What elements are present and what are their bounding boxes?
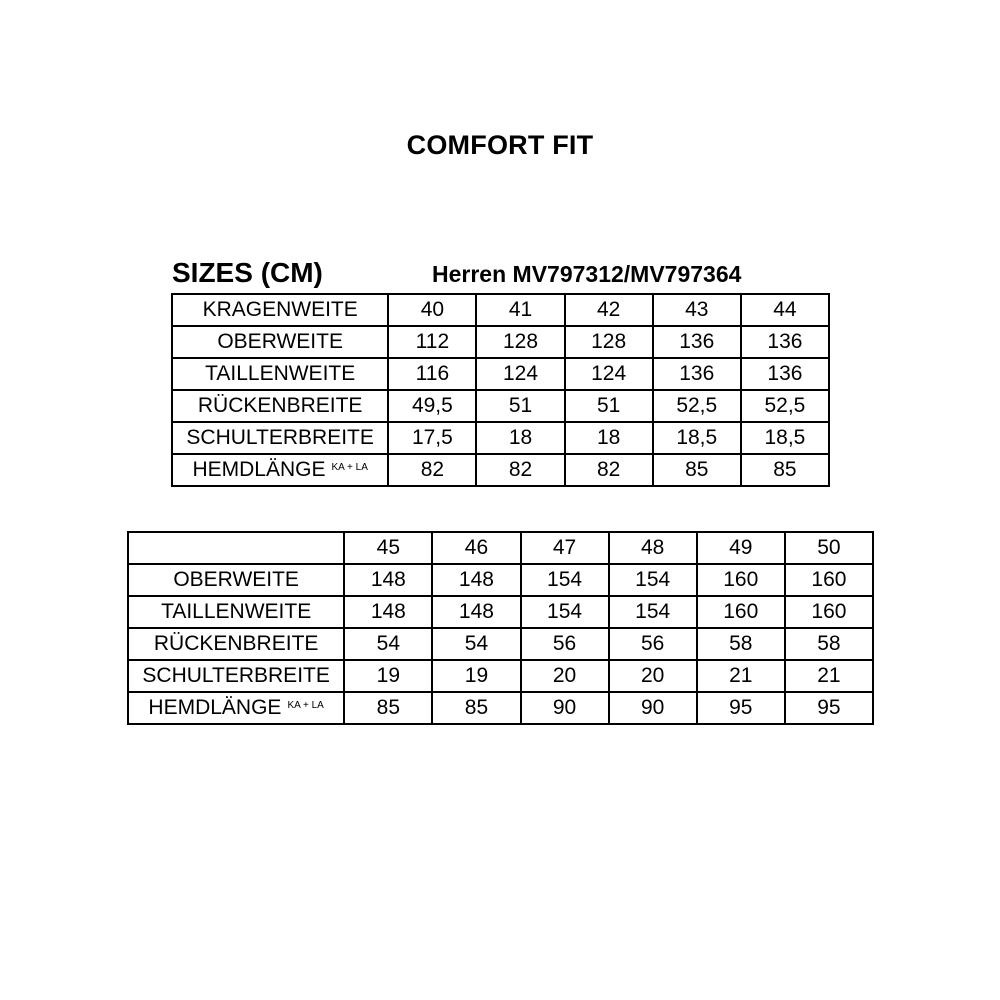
value-cell: 90 [521,692,609,724]
row-label: TAILLENWEITE [205,362,356,385]
row-label-cell [172,326,388,358]
size-header-cell: 42 [565,294,653,326]
row-label: OBERWEITE [173,568,299,591]
size-header-cell: 41 [476,294,564,326]
row-label-cell [172,422,388,454]
size-header-cell: 48 [609,532,697,564]
value-cell: 148 [432,564,520,596]
size-header-cell: 50 [785,532,873,564]
table-row [128,628,873,660]
value-cell: 128 [476,326,564,358]
size-table-1 [171,293,830,487]
row-label-cell [172,454,388,486]
size-header-cell: 49 [697,532,785,564]
value-cell: 18 [476,422,564,454]
row-label: OBERWEITE [217,330,343,353]
value-cell: 51 [476,390,564,422]
table-row [128,692,873,724]
value-cell: 112 [388,326,476,358]
value-cell: 128 [565,326,653,358]
value-cell: 95 [785,692,873,724]
row-label: SCHULTERBREITE [186,426,374,449]
row-label-suffix: KA + LA [287,700,324,711]
value-cell: 54 [344,628,432,660]
row-label-cell [128,564,344,596]
header-label-cell [128,532,344,564]
value-cell: 148 [344,596,432,628]
value-cell: 160 [785,596,873,628]
value-cell: 154 [521,564,609,596]
value-cell: 18,5 [653,422,741,454]
value-cell: 90 [609,692,697,724]
value-cell: 160 [697,564,785,596]
value-cell: 85 [344,692,432,724]
value-cell: 21 [785,660,873,692]
header-label-cell: KRAGENWEITE [172,294,388,326]
row-label: RÜCKENBREITE [153,632,319,655]
row-label-suffix: KA + LA [331,462,368,473]
value-cell: 18 [565,422,653,454]
value-cell: 20 [609,660,697,692]
row-label-cell [172,358,388,390]
value-cell: 160 [785,564,873,596]
size-header-cell: 44 [741,294,829,326]
value-cell: 136 [653,358,741,390]
value-cell: 148 [432,596,520,628]
row-label: HEMDLÄNGE [148,696,282,719]
row-label: SCHULTERBREITE [142,664,330,687]
size-header-cell: 46 [432,532,520,564]
value-cell: 95 [697,692,785,724]
value-cell: 85 [432,692,520,724]
value-cell: 52,5 [741,390,829,422]
row-label: HEMDLÄNGE [192,458,326,481]
page-title: COMFORT FIT [406,130,594,160]
value-cell: 85 [653,454,741,486]
value-cell: 136 [741,326,829,358]
value-cell: 154 [521,596,609,628]
value-cell: 82 [476,454,564,486]
value-cell: 85 [741,454,829,486]
value-cell: 49,5 [388,390,476,422]
value-cell: 18,5 [741,422,829,454]
table-header-row [172,294,829,326]
table-row [172,358,829,390]
value-cell: 58 [697,628,785,660]
row-label-cell [172,390,388,422]
value-cell: 124 [476,358,564,390]
table-row [128,564,873,596]
value-cell: 19 [432,660,520,692]
table-row [172,422,829,454]
value-cell: 82 [388,454,476,486]
size-header-cell: 43 [653,294,741,326]
table-row [172,390,829,422]
row-label-cell [128,660,344,692]
model-heading: Herren MV797312/MV797364 [432,261,742,287]
value-cell: 136 [741,358,829,390]
table-row [172,454,829,486]
size-header-cell: 45 [344,532,432,564]
sizes-heading: SIZES (CM) [172,257,323,288]
value-cell: 56 [609,628,697,660]
size-table-2 [127,531,874,725]
size-header-cell: 40 [388,294,476,326]
row-label-cell [128,596,344,628]
row-label-cell [128,628,344,660]
row-label: TAILLENWEITE [161,600,312,623]
size-header-cell: 47 [521,532,609,564]
value-cell: 19 [344,660,432,692]
value-cell: 82 [565,454,653,486]
row-label: RÜCKENBREITE [197,394,363,417]
value-cell: 51 [565,390,653,422]
table-row [128,596,873,628]
value-cell: 160 [697,596,785,628]
value-cell: 17,5 [388,422,476,454]
table-row [128,660,873,692]
value-cell: 148 [344,564,432,596]
value-cell: 56 [521,628,609,660]
row-label-cell [128,692,344,724]
value-cell: 154 [609,596,697,628]
value-cell: 20 [521,660,609,692]
value-cell: 136 [653,326,741,358]
value-cell: 154 [609,564,697,596]
table-row [172,326,829,358]
value-cell: 54 [432,628,520,660]
value-cell: 124 [565,358,653,390]
value-cell: 116 [388,358,476,390]
table-header-row [128,532,873,564]
value-cell: 21 [697,660,785,692]
value-cell: 52,5 [653,390,741,422]
value-cell: 58 [785,628,873,660]
